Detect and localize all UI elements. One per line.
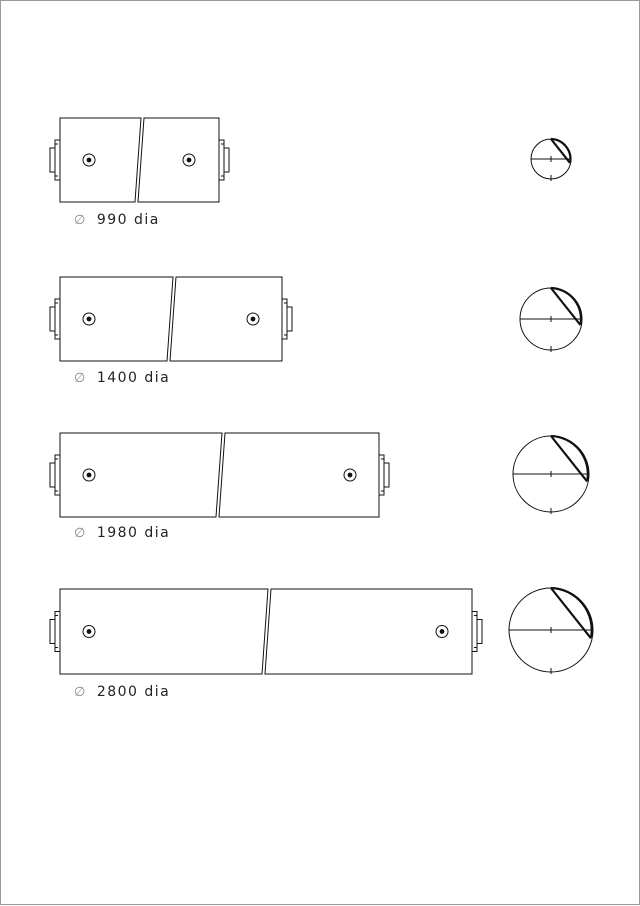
end-fitting-right [282, 299, 292, 339]
tank-group-2 [50, 433, 589, 517]
tank-elevation [50, 277, 292, 361]
tank-shell-left [60, 118, 141, 202]
tank-shell-right [170, 277, 282, 361]
end-fitting-left [50, 455, 60, 495]
tank-shell-right [138, 118, 219, 202]
end-fitting-right [219, 140, 229, 180]
tank-label-1980 [74, 525, 170, 541]
manway-icon [183, 154, 195, 166]
end-fitting-right [379, 455, 389, 495]
end-view-chord [551, 588, 591, 638]
tank-elevation [50, 589, 482, 674]
tank-end-view [513, 436, 589, 514]
tank-size-text: 990 dia [96, 212, 160, 228]
end-fitting-left [50, 612, 60, 652]
manway-center [87, 158, 92, 163]
manway-icon [344, 469, 356, 481]
tank-label-990 [74, 212, 160, 228]
diameter-symbol: ∅ [74, 685, 87, 700]
diameter-symbol: ∅ [74, 213, 87, 228]
tank-group-0 [50, 118, 571, 202]
tank-size-text: 1400 dia [96, 370, 171, 386]
tank-shell-left [60, 277, 173, 361]
diameter-symbol: ∅ [74, 526, 87, 541]
manway-center [187, 158, 192, 163]
drawing-canvas [1, 1, 640, 906]
manway-icon [83, 154, 95, 166]
tank-label-1400 [74, 370, 170, 386]
manway-center [87, 317, 92, 322]
manway-icon [83, 469, 95, 481]
tank-elevation [50, 433, 389, 517]
end-fitting-right [472, 612, 482, 652]
tank-size-text: 2800 dia [96, 684, 171, 700]
end-fitting-left [50, 140, 60, 180]
tank-shell-left [60, 433, 222, 517]
tank-group-1 [50, 277, 582, 361]
tank-group-3 [50, 588, 593, 674]
manway-center [440, 629, 445, 634]
tank-end-view [520, 288, 582, 352]
tank-label-2800 [74, 684, 170, 700]
manway-center [87, 629, 92, 634]
manway-center [348, 473, 353, 478]
manway-icon [83, 626, 95, 638]
manway-center [87, 473, 92, 478]
tank-end-view [509, 588, 593, 674]
end-fitting-left [50, 299, 60, 339]
tank-elevation [50, 118, 229, 202]
manway-icon [83, 313, 95, 325]
manway-icon [436, 626, 448, 638]
tank-end-view [531, 139, 571, 181]
manway-icon [247, 313, 259, 325]
manway-center [251, 317, 256, 322]
tank-shell-right [219, 433, 379, 517]
end-view-chord [551, 436, 587, 481]
diameter-symbol: ∅ [74, 371, 87, 386]
tank-size-text: 1980 dia [96, 525, 171, 541]
